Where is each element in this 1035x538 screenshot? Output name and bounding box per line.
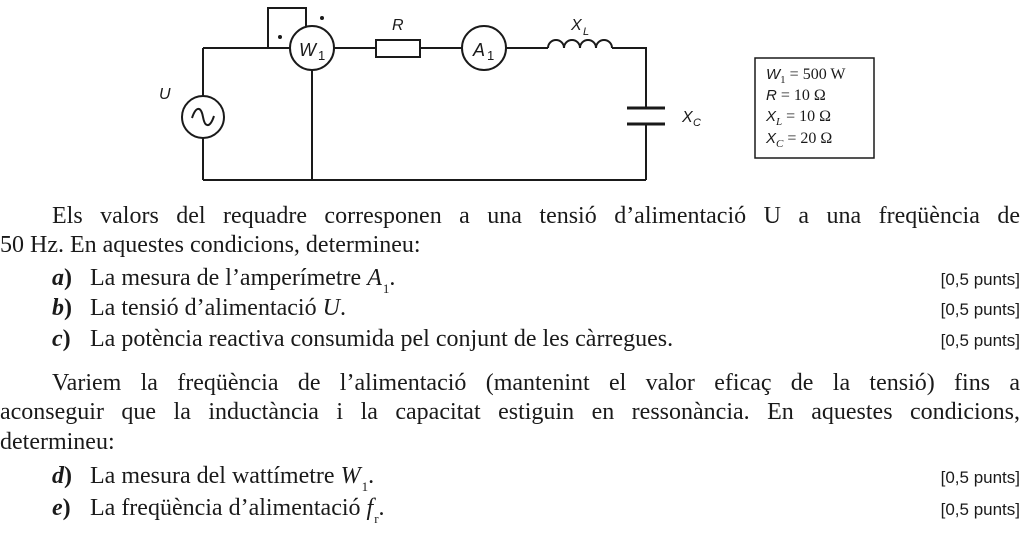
intro2-line2: aconseguir que la inductància i la capacitat estiguin en ressonància. En aquestes condicions,: [0, 399, 1020, 425]
question-b-text: La tensió d’alimentació U.: [90, 295, 346, 321]
source-label: U: [159, 86, 171, 103]
intro2-line3: determineu:: [0, 429, 115, 455]
inductor-label-sub: L: [583, 26, 590, 38]
question-a-points: [0,5 punts]: [940, 270, 1020, 289]
question-a-text: La mesura de l’amperímetre $A_1$.: [90, 265, 396, 296]
intro1-line2: 50 Hz. En aquestes condicions, determineu:: [0, 232, 421, 258]
intro2-line1: Variem la freqüència de l’alimentació (mantenint el valor eficaç de la tensió) fins a: [52, 370, 1020, 396]
question-e-points: [0,5 punts]: [940, 500, 1020, 519]
svg-text:XL = 10 Ω: $X_L = 10$ Ω: [766, 108, 832, 128]
capacitor-symbol: [627, 108, 665, 124]
svg-text:W1 = 500 W: $W_1 = 500$ W: [766, 66, 846, 86]
question-b: [0, 294, 1020, 323]
question-b-letter: b): [52, 295, 72, 321]
capacitor-label-sub: C: [693, 117, 701, 129]
ammeter-symbol: [462, 26, 506, 70]
question-c-text: La potència reactiva consumida pel conjunt de les càrregues.: [90, 326, 674, 352]
svg-text:W: W: [299, 40, 316, 60]
question-c-letter: c): [52, 326, 71, 352]
question-a: [0, 264, 1020, 296]
question-e: [0, 494, 1020, 526]
question-c: [0, 325, 1020, 354]
svg-text:A: A: [473, 40, 486, 60]
question-d-letter: d): [52, 463, 72, 489]
question-d-text: La mesura del wattímetre $W_1$.: [90, 463, 375, 494]
svg-text:1: 1: [487, 48, 495, 63]
question-b-points: [0,5 punts]: [940, 300, 1020, 319]
question-d-points: [0,5 punts]: [940, 468, 1020, 487]
question-a-letter: a): [52, 265, 72, 291]
circuit-diagram: [0, 0, 1035, 190]
resistor-symbol: [376, 40, 420, 57]
ac-source-symbol: [182, 96, 224, 138]
intro1-line1: Els valors del requadre corresponen a una tensió d’alimentació U a una freqüència de: [52, 203, 1020, 229]
question-c-points: [0,5 punts]: [940, 331, 1020, 350]
svg-text:R = 10 Ω: R = 10 Ω: [766, 87, 826, 104]
svg-text:XC = 20 Ω: $X_C = 20$ Ω: [766, 130, 833, 150]
question-e-text: La freqüència d’alimentació $f_r$.: [90, 495, 385, 526]
svg-text:1: 1: [318, 48, 326, 63]
capacitor-label: X: [682, 109, 693, 126]
resistor-label: R: [392, 17, 404, 34]
inductor-symbol: [548, 40, 614, 48]
inductor-label: X: [571, 17, 582, 34]
question-e-letter: e): [52, 495, 71, 521]
wire-top-5: [614, 48, 646, 108]
question-d: [0, 462, 1020, 494]
